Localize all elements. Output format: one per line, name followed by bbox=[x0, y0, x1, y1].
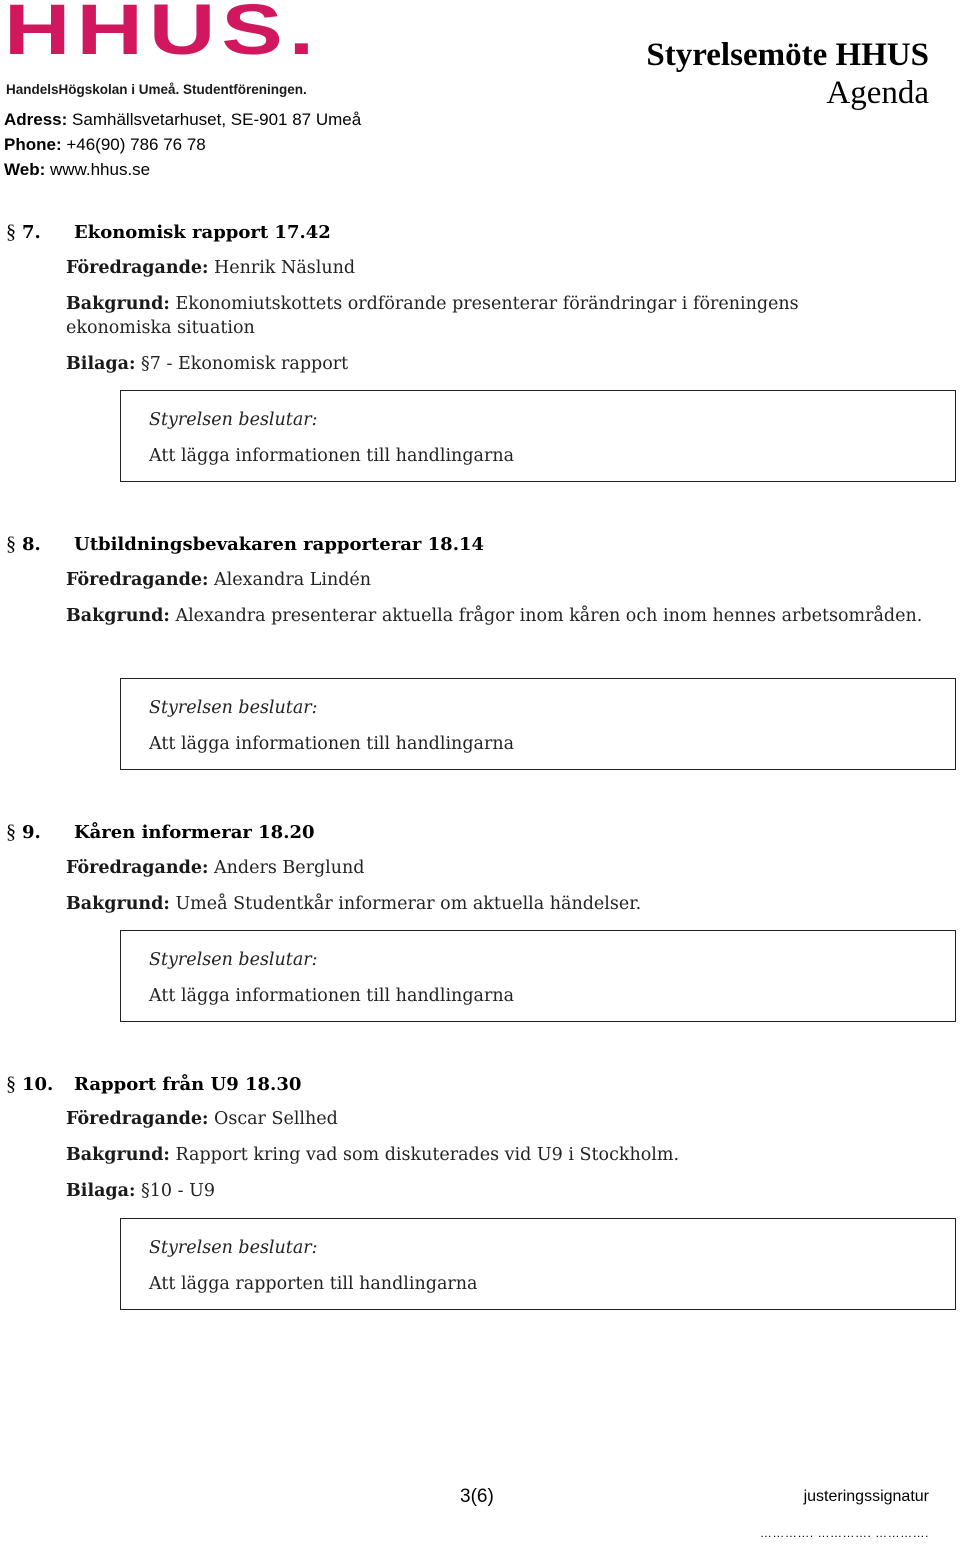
presenter-line bbox=[66, 258, 355, 278]
logo-subtitle: HandelsHögskolan i Umeå. Studentföreningen. bbox=[6, 82, 307, 97]
section-title: Utbildningsbevakaren rapporterar 18.14 bbox=[74, 534, 485, 555]
section-heading-9 bbox=[6, 821, 315, 844]
decision-box bbox=[120, 678, 956, 770]
section-symbol: § bbox=[6, 533, 16, 555]
address-label: Adress: bbox=[4, 110, 68, 129]
presenter-line bbox=[66, 570, 371, 590]
decision-box bbox=[120, 390, 956, 482]
web-line bbox=[4, 160, 150, 180]
section-heading-10 bbox=[6, 1073, 301, 1096]
page-number: 3(6) bbox=[460, 1486, 494, 1507]
presenter-label: Föredragande: bbox=[66, 858, 209, 878]
decision-text: Att lägga rapporten till handlingarna bbox=[149, 1274, 478, 1294]
section-number: 8. bbox=[22, 534, 41, 555]
decision-box bbox=[120, 930, 956, 1022]
background-line bbox=[66, 606, 922, 626]
background-line bbox=[66, 1145, 679, 1165]
background-label: Bakgrund: bbox=[66, 1145, 170, 1165]
section-number: 10. bbox=[22, 1074, 54, 1095]
background-text: Umeå Studentkår informerar om aktuella händelser. bbox=[175, 894, 642, 914]
phone-label: Phone: bbox=[4, 135, 62, 154]
presenter-line bbox=[66, 1109, 338, 1129]
decision-label: Styrelsen beslutar: bbox=[149, 698, 318, 718]
decision-label: Styrelsen beslutar: bbox=[149, 410, 318, 430]
background-text: Alexandra presenterar aktuella frågor inom kåren och inom hennes arbetsområden. bbox=[175, 606, 923, 626]
document-subtitle: Agenda bbox=[826, 75, 929, 111]
section-number: 7. bbox=[22, 222, 41, 243]
section-symbol: § bbox=[6, 821, 16, 843]
document-title: Styrelsemöte HHUS bbox=[646, 37, 929, 73]
background-text: Ekonomiutskottets ordförande presenterar förändringar i föreningens ekonomiska situation bbox=[66, 294, 799, 338]
presenter-name: Anders Berglund bbox=[214, 858, 365, 878]
attachment-line bbox=[66, 354, 348, 374]
background-label: Bakgrund: bbox=[66, 294, 170, 314]
background-label: Bakgrund: bbox=[66, 606, 170, 626]
address-value: Samhällsvetarhuset, SE-901 87 Umeå bbox=[72, 110, 362, 129]
signature-label: justeringssignatur bbox=[803, 1488, 929, 1505]
presenter-name: Henrik Näslund bbox=[214, 258, 356, 278]
decision-text: Att lägga informationen till handlingarna bbox=[149, 734, 515, 754]
phone-line bbox=[4, 135, 206, 155]
decision-text: Att lägga informationen till handlingarna bbox=[149, 446, 515, 466]
decision-box bbox=[120, 1218, 956, 1310]
presenter-label: Föredragande: bbox=[66, 258, 209, 278]
attachment-line bbox=[66, 1181, 215, 1201]
presenter-name: Oscar Sellhed bbox=[214, 1109, 338, 1129]
attachment-label: Bilaga: bbox=[66, 1181, 136, 1201]
section-symbol: § bbox=[6, 221, 16, 243]
section-heading-7 bbox=[6, 221, 331, 244]
signature-line: …………. …………. …………. bbox=[759, 1526, 929, 1540]
web-value: www.hhus.se bbox=[49, 160, 151, 179]
presenter-line bbox=[66, 858, 365, 878]
presenter-label: Föredragande: bbox=[66, 1109, 209, 1129]
background-line bbox=[66, 292, 906, 340]
presenter-name: Alexandra Lindén bbox=[214, 570, 372, 590]
decision-label: Styrelsen beslutar: bbox=[149, 1238, 318, 1258]
address-line bbox=[4, 110, 361, 130]
decision-label: Styrelsen beslutar: bbox=[149, 950, 318, 970]
decision-text: Att lägga informationen till handlingarna bbox=[149, 986, 515, 1006]
section-symbol: § bbox=[6, 1073, 16, 1095]
background-line bbox=[66, 894, 641, 914]
phone-value: +46(90) 786 76 78 bbox=[66, 135, 206, 154]
attachment-text: §7 - Ekonomisk rapport bbox=[141, 354, 349, 374]
hhus-logo bbox=[4, 0, 334, 100]
logo-wordmark: HHUS. bbox=[4, 0, 321, 70]
background-text: Rapport kring vad som diskuterades vid U9 i Stockholm. bbox=[175, 1145, 680, 1165]
section-heading-8 bbox=[6, 533, 484, 556]
section-title: Kåren informerar 18.20 bbox=[74, 822, 315, 843]
section-title: Rapport från U9 18.30 bbox=[74, 1074, 302, 1095]
attachment-text: §10 - U9 bbox=[141, 1181, 215, 1201]
section-number: 9. bbox=[22, 822, 41, 843]
section-title: Ekonomisk rapport 17.42 bbox=[74, 222, 331, 243]
background-label: Bakgrund: bbox=[66, 894, 170, 914]
attachment-label: Bilaga: bbox=[66, 354, 136, 374]
web-label: Web: bbox=[4, 160, 46, 179]
presenter-label: Föredragande: bbox=[66, 570, 209, 590]
